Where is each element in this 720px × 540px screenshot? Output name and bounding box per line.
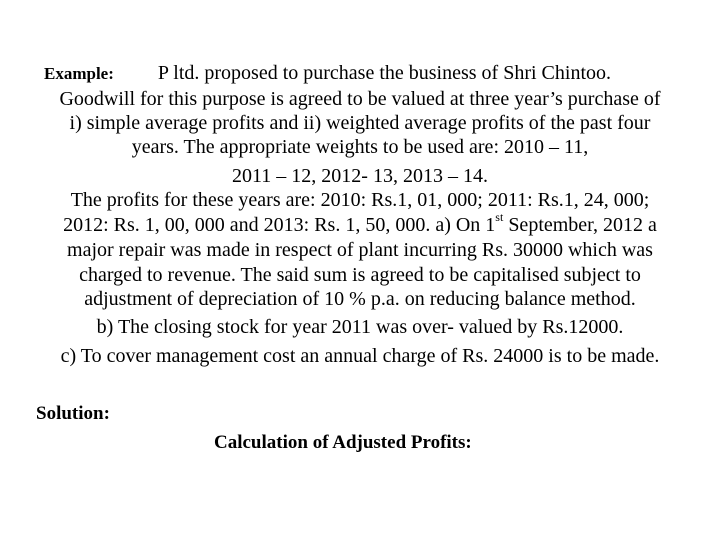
example-line-1 <box>44 60 720 87</box>
ordinal-suffix: st <box>495 210 504 225</box>
example-text-line-9: charged to revenue. The said sum is agreed to be capitalised subject to <box>79 264 641 286</box>
example-text-line-2: Goodwill for this purpose is agreed to be valued at three year’s purchase of <box>59 88 661 110</box>
example-text-line-5: 2011 – 12, 2012- 13, 2013 – 14. <box>232 165 488 187</box>
example-text-line-6: The profits for these years are: 2010: Rs.1, 01, 000; 2011: Rs.1, 24, 000; <box>70 189 650 211</box>
example-text-line-12: c) To cover management cost an annual charge of Rs. 24000 is to be made. <box>60 345 660 367</box>
solution-label: Solution: <box>36 403 110 424</box>
example-text-line-8: major repair was made in respect of plant incurring Rs. 30000 which was <box>67 239 653 261</box>
example-text-line-10: adjustment of depreciation of 10 % p.a. on reducing balance method. <box>84 288 636 310</box>
example-text-line-3: i) simple average profits and ii) weighted average profits of the past four <box>69 112 651 134</box>
solution-subheading: Calculation of Adjusted Profits: <box>214 432 472 453</box>
line-7-text-start: 2012: Rs. 1, 00, 000 and 2013: Rs. 1, 50, 000. a) On 1 <box>63 214 496 236</box>
example-text-line-7 <box>0 212 720 238</box>
example-text-line-11: b) The closing stock for year 2011 was over- valued by Rs.12000. <box>96 316 624 338</box>
example-label: Example: <box>44 64 114 83</box>
example-text-line-1: P ltd. proposed to purchase the business of Shri Chintoo. <box>157 62 612 84</box>
example-text-line-4: years. The appropriate weights to be used are: 2010 – 11, <box>131 136 589 158</box>
line-7-text-end: September, 2012 a <box>503 214 657 236</box>
